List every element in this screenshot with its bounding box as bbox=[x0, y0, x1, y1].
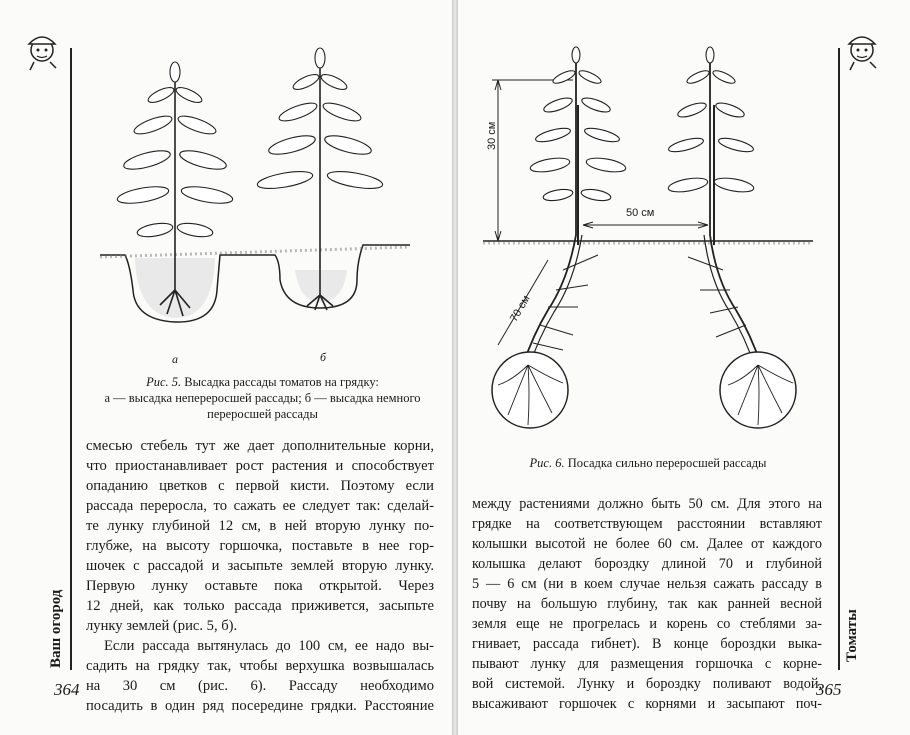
gardener-mascot-icon bbox=[840, 28, 884, 72]
text-line: вой системой. Лунку и бороздку поливают водой, bbox=[472, 676, 822, 692]
text-line: почву на большую глубину, так как ранней весной bbox=[472, 596, 822, 612]
text-line: колышки высотой не более 60 см. Далее от каждого bbox=[472, 536, 822, 552]
text-line: между растениями должно быть 50 см. Для этого на bbox=[472, 496, 822, 512]
text-line: гнивает, рассада гибнет). В конце бороздки выка- bbox=[472, 636, 822, 652]
text-line: Если рассада вытянулась до 100 см, ее надо вы- bbox=[104, 638, 434, 654]
section-title-vertical: Томаты bbox=[844, 609, 860, 662]
page-number: 364 bbox=[54, 680, 80, 699]
text-line: 12 дней, как только рассада приживется, засыпьте bbox=[86, 598, 434, 614]
text-line: глубже, на высоту горшочка, поставьте в нее гор- bbox=[86, 538, 434, 554]
text-line: садить на грядку так, чтобы верхушка возвышалась bbox=[86, 658, 434, 674]
caption-number: Рис. 5. bbox=[146, 375, 182, 389]
text-line: пывают лунку для размещения горшочка с корне- bbox=[472, 656, 822, 672]
left-page bbox=[0, 0, 452, 735]
text-line: грядке на соответствующем расстоянии вставляют bbox=[472, 516, 822, 532]
right-body-text bbox=[472, 494, 822, 714]
dim-label-height: 30 см bbox=[486, 121, 498, 150]
text-line: колышка делают бороздку длиной 70 и глубиной bbox=[472, 556, 822, 572]
caption-title: Посадка сильно переросшей рассады bbox=[567, 456, 767, 470]
text-line: Первую лунку оставьте пока открытой. Через bbox=[86, 578, 434, 594]
text-line: те лунку глубиной 12 см, в ней вторую лунку по- bbox=[86, 518, 434, 534]
caption-title: Высадка рассады томатов на грядку: bbox=[184, 375, 379, 389]
text-line: лунку землей (рис. 5, б). bbox=[86, 618, 238, 634]
dim-label-trench: 70 см bbox=[508, 293, 533, 324]
right-page bbox=[458, 0, 910, 735]
text-line: смесью стебель тут же дает дополнительные корни, bbox=[86, 438, 434, 454]
figure-5-caption bbox=[90, 374, 435, 422]
figure-label-a: а bbox=[172, 352, 178, 366]
caption-number: Рис. 6. bbox=[529, 456, 565, 470]
caption-line-2: а — высадка непереросшей рассады; б — высадка немного bbox=[104, 391, 421, 405]
left-margin-rule bbox=[70, 48, 72, 670]
figure-6-illustration bbox=[478, 45, 818, 440]
text-line: 5 — 6 см (ни в коем случае нельзя сажать рассаду в bbox=[472, 576, 822, 592]
text-line: что приостанавливает рост растения и способствует bbox=[86, 458, 434, 474]
text-line: посадить в один ряд посередине грядки. Расстояние bbox=[86, 698, 434, 714]
page-number: 365 bbox=[816, 680, 842, 699]
figure-6-caption bbox=[478, 455, 818, 471]
text-line: земля еще не прогрелась и корень со стеблями за- bbox=[472, 616, 822, 632]
text-line: на 30 см (рис. 6). Рассаду необходимо bbox=[86, 678, 434, 694]
right-margin-rule bbox=[838, 48, 840, 670]
section-title-vertical: Ваш огород bbox=[48, 589, 64, 668]
caption-line-3: переросшей рассады bbox=[207, 407, 318, 421]
figure-label-b: б bbox=[320, 350, 327, 364]
text-line: рассада переросла, то сажать ее следует так: сделай- bbox=[86, 498, 434, 514]
text-line: высаживают горшочек с корнями и засыпают поч- bbox=[472, 696, 822, 712]
text-line: шочек с рассадой и засыпьте землей вторую лунку. bbox=[86, 558, 434, 574]
left-body-text bbox=[86, 436, 434, 716]
text-line: опаданию цветков с первой кисти. Поэтому если bbox=[86, 478, 434, 494]
figure-5-illustration bbox=[95, 40, 425, 350]
gardener-mascot-icon bbox=[20, 28, 64, 72]
dim-label-spacing: 50 см bbox=[626, 207, 655, 219]
